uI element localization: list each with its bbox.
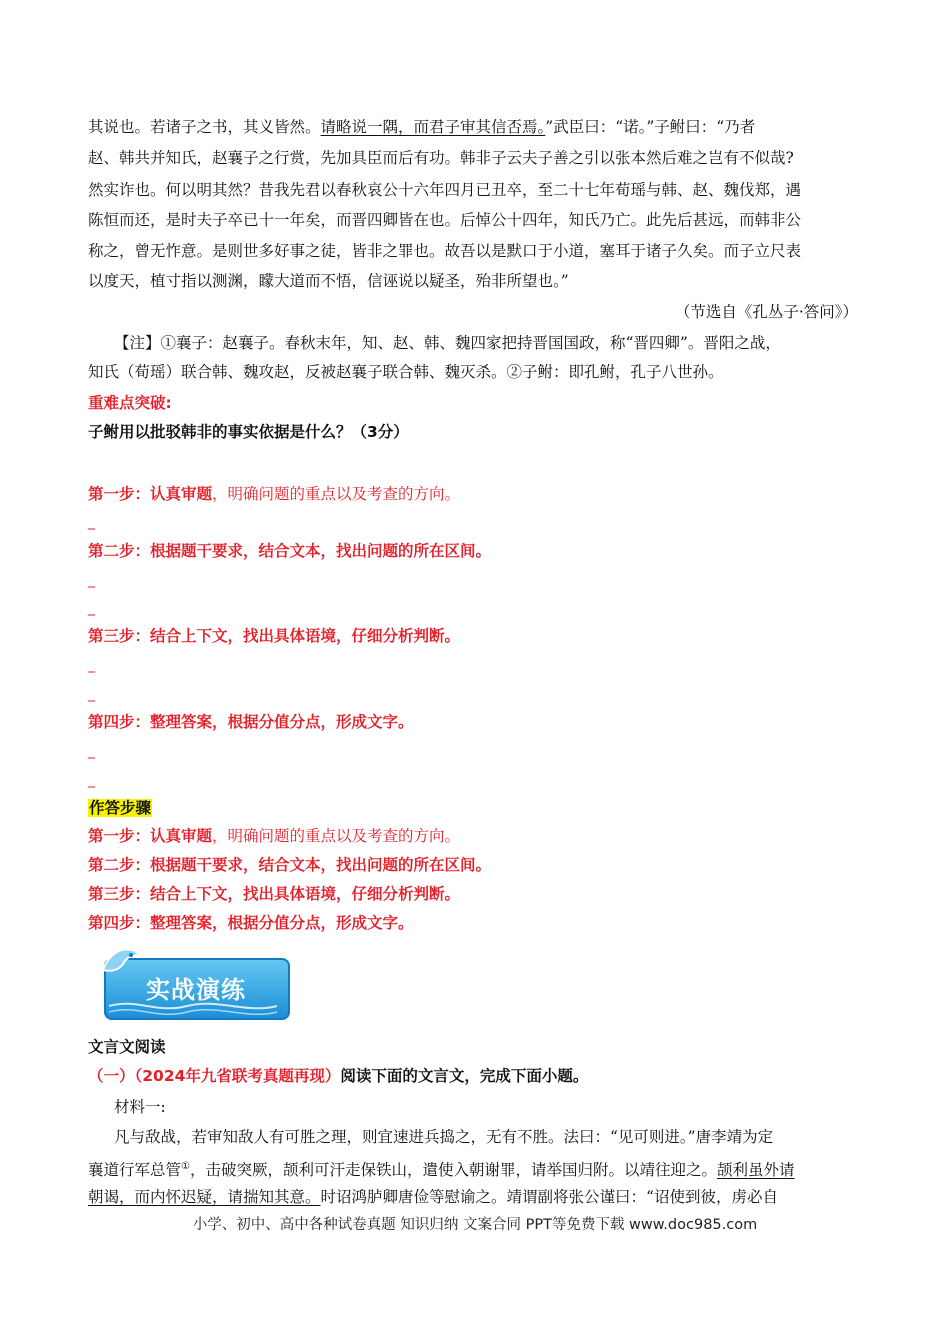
passage-line-6: 以度天，植寸指以测渊，矇大道而不悟，信诬说以疑圣，殆非所望也。”: [88, 272, 569, 290]
badge-label: 实战演练: [146, 976, 246, 1004]
text-segment: ，击破突厥，颉利可汗走保铁山，遣使入朝谢罪，请举国归附。以靖往迎之。: [189, 1161, 717, 1180]
underlined-segment: 朝谒，而内怀迟疑，请揣知其意。: [88, 1188, 321, 1206]
material-line-3: [88, 1186, 858, 1208]
answer-step-4: 第四步：整理答案，根据分值分点，形成文字。: [88, 914, 414, 932]
breakthrough-step-1: [88, 483, 858, 505]
breakthrough-question: 子鲋用以批驳韩非的事实依据是什么？（3分）: [88, 423, 409, 441]
page-footer[interactable]: 小学、初中、高中各种试卷真题 知识归纳 文案合同 PPT等免费下载 www.doc985.com: [192, 1217, 758, 1233]
step-label: 第一步：认真审题: [88, 827, 213, 845]
underlined-segment: 颉利虽外请: [717, 1161, 795, 1180]
answer-step-3: 第三步：结合上下文，找出具体语境，仔细分析判断。: [88, 885, 461, 903]
answer-blank[interactable]: _: [88, 743, 95, 759]
question-source: （一）（2024年九省联考真题再现）: [88, 1067, 341, 1085]
answer-blank[interactable]: _: [88, 572, 95, 588]
text-segment: 其说也。若诸子之书，其义皆然。: [88, 118, 321, 136]
footnote-marker: ①: [181, 1161, 190, 1172]
breakthrough-step-3: 第三步：结合上下文，找出具体语境，仔细分析判断。: [88, 627, 461, 645]
notes-line-2: 知氏（荀瑶）联合韩、魏攻赵，反被赵襄子联合韩、魏灭杀。②子鲋：即孔鲋，孔子八世孙。: [88, 363, 724, 381]
material-line-1: 凡与敌战，若审知敌人有可胜之理，则宜速进兵捣之，无有不胜。法曰：“见可则进。”唐李靖为定: [114, 1128, 774, 1146]
step-text: ，明确问题的重点以及考查的方向。: [212, 485, 461, 503]
breakthrough-heading: 重难点突破:: [88, 394, 172, 412]
answer-blank[interactable]: _: [88, 514, 95, 530]
answer-blank[interactable]: _: [88, 686, 95, 702]
passage-line-2: 赵、韩共并知氏，赵襄子之行赏，先加具臣而后有功。韩非子云夫子善之引以张本然后难之岂有不似哉?: [88, 149, 794, 167]
breakthrough-step-4: 第四步：整理答案，根据分值分点，形成文字。: [88, 713, 414, 731]
step-label: 第一步：认真审题: [88, 485, 213, 503]
highlighted-heading: 作答步骤: [89, 799, 152, 817]
material-label: 材料一:: [114, 1098, 166, 1116]
answer-blank[interactable]: _: [88, 657, 95, 673]
answer-blank[interactable]: _: [88, 772, 95, 788]
answer-steps-heading: [88, 797, 858, 819]
notes-line-1: 【注】①襄子：赵襄子。春秋末年，知、赵、韩、魏四家把持晋国国政，称“晋四卿”。晋阳之战，: [114, 334, 781, 352]
practice-question: [88, 1065, 858, 1087]
underlined-segment: 请略说一隅，而君子审其信否焉。: [320, 118, 546, 136]
text-segment: 时诏鸿胪卿唐俭等慰谕之。靖谓副将张公谨曰：“诏使到彼，虏必自: [320, 1188, 778, 1206]
breakthrough-step-2: 第二步：根据题干要求，结合文本，找出问题的所在区间。: [88, 542, 492, 560]
text-segment: 襄道行军总管: [88, 1161, 182, 1180]
material-line-2: [88, 1156, 858, 1181]
answer-step-1: [88, 825, 858, 847]
question-instruction: 阅读下面的文言文，完成下面小题。: [340, 1067, 589, 1085]
practice-title: 文言文阅读: [88, 1038, 166, 1056]
passage-line-3: 然实诈也。何以明其然？昔我先君以春秋哀公十六年四月已丑卒，至二十七年荀瑶与韩、赵、魏伐郑，遇: [88, 181, 802, 199]
passage-source: （节选自《孔丛子·答问》）: [674, 303, 858, 321]
answer-blank[interactable]: _: [88, 600, 95, 616]
passage-line-1: [88, 116, 858, 138]
answer-step-2: 第二步：根据题干要求，结合文本，找出问题的所在区间。: [88, 856, 492, 874]
step-text: ，明确问题的重点以及考查的方向。: [212, 827, 461, 845]
passage-line-5: 称之，曾无怍意。是则世多好事之徒，皆非之罪也。故吾以是默口于小道，塞耳于诸子久矣。而子立尺表: [88, 242, 802, 260]
text-segment: ”武臣曰：“诺。”子鲋曰：“乃者: [545, 118, 756, 136]
passage-line-4: 陈恒而还，是时夫子卒已十一年矣，而晋四卿皆在也。后悼公十四年，知氏乃亡。此先后甚远，而韩非公: [88, 211, 802, 229]
